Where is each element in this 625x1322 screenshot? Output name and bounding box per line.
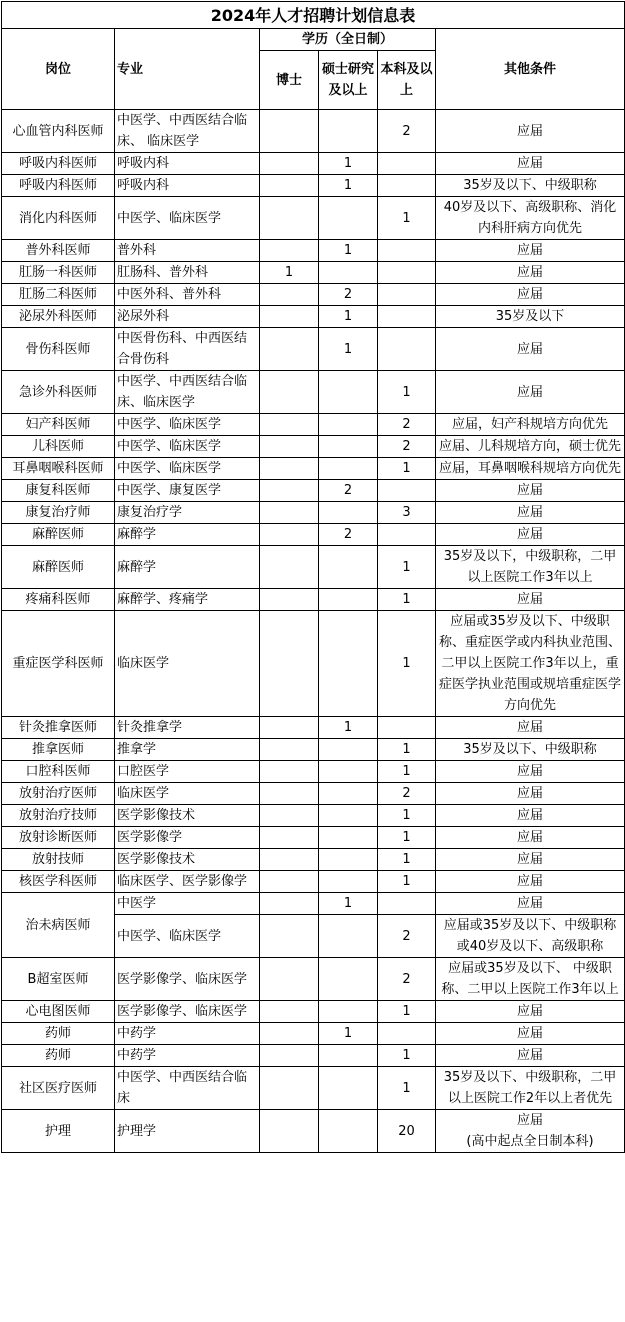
cell-phd: [260, 110, 319, 153]
table-row: [2, 262, 625, 284]
table-row: [2, 284, 625, 306]
cell-phd: [260, 958, 319, 1001]
cell-bachelor: [378, 262, 436, 284]
cell-major: 麻醉学: [115, 546, 260, 589]
table-row: [2, 414, 625, 436]
cell-bachelor: [378, 717, 436, 739]
table-row: [2, 546, 625, 589]
cell-other: 应届: [436, 761, 625, 783]
cell-other: 35岁及以下、中级职称: [436, 739, 625, 761]
cell-master: 1: [319, 717, 378, 739]
cell-position: 肛肠一科医师: [2, 262, 115, 284]
cell-master: [319, 589, 378, 611]
cell-position: 康复治疗师: [2, 502, 115, 524]
cell-position: 社区医疗医师: [2, 1067, 115, 1110]
cell-major: 中医学、临床医学: [115, 414, 260, 436]
cell-phd: [260, 175, 319, 197]
cell-major: 护理学: [115, 1110, 260, 1153]
cell-position: 放射技师: [2, 849, 115, 871]
cell-position: 放射治疗医师: [2, 783, 115, 805]
cell-major: 普外科: [115, 240, 260, 262]
cell-master: [319, 1001, 378, 1023]
table-row: [2, 1067, 625, 1110]
cell-bachelor: 2: [378, 783, 436, 805]
cell-phd: [260, 197, 319, 240]
cell-master: [319, 262, 378, 284]
cell-major: 中医学、临床医学: [115, 458, 260, 480]
cell-bachelor: [378, 893, 436, 915]
cell-position: 重症医学科医师: [2, 611, 115, 717]
cell-major: 临床医学、医学影像学: [115, 871, 260, 893]
cell-position: 耳鼻咽喉科医师: [2, 458, 115, 480]
cell-phd: [260, 849, 319, 871]
cell-phd: [260, 371, 319, 414]
cell-phd: [260, 153, 319, 175]
cell-bachelor: 2: [378, 110, 436, 153]
cell-position: 疼痛科医师: [2, 589, 115, 611]
cell-master: 2: [319, 524, 378, 546]
cell-bachelor: 2: [378, 958, 436, 1001]
table-row: [2, 197, 625, 240]
cell-bachelor: 1: [378, 371, 436, 414]
table-row: [2, 761, 625, 783]
cell-bachelor: 2: [378, 436, 436, 458]
table-row: [2, 502, 625, 524]
cell-bachelor: 20: [378, 1110, 436, 1153]
cell-position: 消化内科医师: [2, 197, 115, 240]
cell-position: 妇产科医师: [2, 414, 115, 436]
cell-phd: [260, 1023, 319, 1045]
cell-phd: [260, 761, 319, 783]
table-row: [2, 1110, 625, 1132]
cell-major: 呼吸内科: [115, 153, 260, 175]
cell-bachelor: 2: [378, 915, 436, 958]
cell-bachelor: 1: [378, 739, 436, 761]
cell-phd: [260, 306, 319, 328]
cell-position: 药师: [2, 1023, 115, 1045]
cell-position: 麻醉医师: [2, 524, 115, 546]
cell-master: [319, 827, 378, 849]
cell-phd: [260, 240, 319, 262]
cell-position: 呼吸内科医师: [2, 153, 115, 175]
cell-master: [319, 805, 378, 827]
cell-position: 呼吸内科医师: [2, 175, 115, 197]
cell-master: 1: [319, 893, 378, 915]
cell-major: 医学影像技术: [115, 805, 260, 827]
cell-other: 应届，妇产科规培方向优先: [436, 414, 625, 436]
cell-master: 1: [319, 306, 378, 328]
cell-master: 1: [319, 240, 378, 262]
cell-other: 应届: [436, 805, 625, 827]
cell-other: 应届: [436, 1045, 625, 1067]
cell-other: 应届或35岁及以下、中级职称或40岁及以下、高级职称: [436, 915, 625, 958]
table-row: [2, 589, 625, 611]
cell-other-note: (高中起点全日制本科): [436, 1131, 625, 1153]
table-row: [2, 306, 625, 328]
cell-major: 中医学、临床医学: [115, 915, 260, 958]
header-major: 专业: [115, 29, 260, 110]
cell-position: 放射诊断医师: [2, 827, 115, 849]
cell-bachelor: 1: [378, 589, 436, 611]
cell-position: 儿科医师: [2, 436, 115, 458]
cell-phd: [260, 871, 319, 893]
cell-major: 中医学、康复医学: [115, 480, 260, 502]
table-row: [2, 783, 625, 805]
cell-other: 应届或35岁及以下、 中级职称、二甲以上医院工作3年以上: [436, 958, 625, 1001]
cell-other: 应届: [436, 1001, 625, 1023]
cell-other: 应届: [436, 480, 625, 502]
table-row: [2, 175, 625, 197]
cell-position: 骨伤科医师: [2, 328, 115, 371]
cell-position: 针灸推拿医师: [2, 717, 115, 739]
cell-major: 口腔医学: [115, 761, 260, 783]
table-row: [2, 328, 625, 371]
cell-position: 泌尿外科医师: [2, 306, 115, 328]
cell-position: 推拿医师: [2, 739, 115, 761]
cell-bachelor: 3: [378, 502, 436, 524]
cell-bachelor: 1: [378, 458, 436, 480]
cell-phd: [260, 783, 319, 805]
cell-other: 35岁及以下、中级职称: [436, 175, 625, 197]
cell-phd: [260, 827, 319, 849]
table-row: [2, 717, 625, 739]
cell-other: 40岁及以下、高级职称、消化内科肝病方向优先: [436, 197, 625, 240]
cell-bachelor: [378, 306, 436, 328]
cell-other: 应届: [436, 262, 625, 284]
cell-phd: [260, 284, 319, 306]
cell-master: [319, 739, 378, 761]
cell-bachelor: 1: [378, 1067, 436, 1110]
table-row: [2, 871, 625, 893]
cell-phd: [260, 436, 319, 458]
cell-bachelor: 1: [378, 827, 436, 849]
cell-master: 2: [319, 284, 378, 306]
table-row: [2, 524, 625, 546]
cell-other: 35岁及以下，中级职称，二甲以上医院工作3年以上: [436, 546, 625, 589]
table-row: [2, 110, 625, 153]
cell-other: 应届或35岁及以下、中级职称、重症医学或内科执业范围、二甲以上医院工作3年以上，重症医学执业范围或规培重症医学方向优先: [436, 611, 625, 717]
header-phd: 博士: [260, 51, 319, 110]
cell-bachelor: 1: [378, 1001, 436, 1023]
cell-bachelor: [378, 284, 436, 306]
cell-position: 麻醉医师: [2, 546, 115, 589]
table-row: [2, 480, 625, 502]
recruitment-table: [1, 1, 625, 1153]
cell-master: 1: [319, 153, 378, 175]
cell-phd: [260, 480, 319, 502]
table-row: [2, 611, 625, 717]
cell-phd: [260, 1001, 319, 1023]
cell-other: 应届: [436, 589, 625, 611]
cell-other: 应届: [436, 240, 625, 262]
cell-major: 中药学: [115, 1045, 260, 1067]
cell-bachelor: [378, 175, 436, 197]
table-row: [2, 371, 625, 414]
cell-master: 1: [319, 175, 378, 197]
cell-other: 35岁及以下、中级职称，二甲以上医院工作2年以上者优先: [436, 1067, 625, 1110]
cell-position: 急诊外科医师: [2, 371, 115, 414]
cell-major: 中医学、临床医学: [115, 197, 260, 240]
cell-other: 应届: [436, 893, 625, 915]
cell-bachelor: 1: [378, 546, 436, 589]
cell-master: [319, 783, 378, 805]
cell-master: 1: [319, 1023, 378, 1045]
cell-other: 应届: [436, 371, 625, 414]
cell-phd: [260, 805, 319, 827]
cell-major: 中医外科、普外科: [115, 284, 260, 306]
cell-other: 应届: [436, 849, 625, 871]
cell-master: [319, 1110, 378, 1153]
cell-major: 肛肠科、普外科: [115, 262, 260, 284]
cell-bachelor: 1: [378, 871, 436, 893]
cell-bachelor: 1: [378, 849, 436, 871]
cell-position: 治未病医师: [2, 893, 115, 958]
table-row: [2, 1001, 625, 1023]
cell-master: [319, 458, 378, 480]
cell-other: 应届、儿科规培方向，硕士优先: [436, 436, 625, 458]
cell-major: 康复治疗学: [115, 502, 260, 524]
cell-major: 麻醉学: [115, 524, 260, 546]
table-row: [2, 436, 625, 458]
cell-major: 中医学、中西医结合临床: [115, 1067, 260, 1110]
cell-phd: [260, 502, 319, 524]
cell-bachelor: [378, 328, 436, 371]
table-row: [2, 958, 625, 1001]
cell-master: [319, 1067, 378, 1110]
cell-major: 中医学、中西医结合临床、 临床医学: [115, 110, 260, 153]
cell-master: [319, 761, 378, 783]
table-row: [2, 1045, 625, 1067]
cell-other: 应届: [436, 871, 625, 893]
cell-bachelor: 1: [378, 1045, 436, 1067]
cell-other: 应届: [436, 717, 625, 739]
cell-other: 应届: [436, 110, 625, 153]
cell-phd: 1: [260, 262, 319, 284]
cell-other: 应届: [436, 827, 625, 849]
table-row: [2, 805, 625, 827]
cell-master: [319, 546, 378, 589]
cell-phd: [260, 611, 319, 717]
cell-phd: [260, 1110, 319, 1153]
cell-master: [319, 958, 378, 1001]
cell-position: 核医学科医师: [2, 871, 115, 893]
cell-master: [319, 611, 378, 717]
cell-other: 应届: [436, 783, 625, 805]
cell-major: 临床医学: [115, 783, 260, 805]
cell-position: 肛肠二科医师: [2, 284, 115, 306]
cell-bachelor: [378, 1023, 436, 1045]
cell-position: B超室医师: [2, 958, 115, 1001]
header-other: 其他条件: [436, 29, 625, 110]
table-row: [2, 1023, 625, 1045]
table-row: [2, 739, 625, 761]
cell-major: 推拿学: [115, 739, 260, 761]
cell-phd: [260, 328, 319, 371]
cell-position: 口腔科医师: [2, 761, 115, 783]
cell-bachelor: [378, 524, 436, 546]
cell-phd: [260, 893, 319, 915]
cell-phd: [260, 414, 319, 436]
cell-major: 呼吸内科: [115, 175, 260, 197]
cell-other: 应届: [436, 1023, 625, 1045]
cell-other: 应届，耳鼻咽喉科规培方向优先: [436, 458, 625, 480]
cell-phd: [260, 739, 319, 761]
table-row: [2, 458, 625, 480]
table-row: [2, 849, 625, 871]
cell-phd: [260, 458, 319, 480]
cell-major: 医学影像学、临床医学: [115, 1001, 260, 1023]
cell-other: 应届: [436, 502, 625, 524]
cell-major: 泌尿外科: [115, 306, 260, 328]
header-position: 岗位: [2, 29, 115, 110]
cell-phd: [260, 524, 319, 546]
cell-phd: [260, 717, 319, 739]
cell-bachelor: [378, 480, 436, 502]
header-education: 学历（全日制）: [260, 29, 436, 51]
table-row: [2, 893, 625, 915]
cell-master: [319, 436, 378, 458]
cell-major: 中医学: [115, 893, 260, 915]
cell-position: 放射治疗技师: [2, 805, 115, 827]
cell-other: 应届: [436, 328, 625, 371]
cell-position: 护理: [2, 1110, 115, 1153]
cell-master: [319, 110, 378, 153]
cell-major: 医学影像学: [115, 827, 260, 849]
cell-bachelor: 1: [378, 805, 436, 827]
cell-other: 应届: [436, 284, 625, 306]
cell-position: 心血管内科医师: [2, 110, 115, 153]
cell-position: 药师: [2, 1045, 115, 1067]
table-row: [2, 827, 625, 849]
cell-phd: [260, 1067, 319, 1110]
cell-major: 临床医学: [115, 611, 260, 717]
cell-master: [319, 414, 378, 436]
cell-major: 中药学: [115, 1023, 260, 1045]
cell-master: 2: [319, 480, 378, 502]
cell-phd: [260, 915, 319, 958]
cell-position: 心电图医师: [2, 1001, 115, 1023]
cell-bachelor: [378, 240, 436, 262]
cell-major: 针灸推拿学: [115, 717, 260, 739]
cell-bachelor: [378, 153, 436, 175]
cell-master: [319, 371, 378, 414]
table-row: [2, 240, 625, 262]
cell-master: [319, 197, 378, 240]
cell-master: [319, 871, 378, 893]
cell-other: 应届: [436, 1110, 625, 1132]
cell-master: [319, 502, 378, 524]
cell-other: 35岁及以下: [436, 306, 625, 328]
cell-major: 中医学、临床医学: [115, 436, 260, 458]
cell-major: 中医学、中西医结合临床、临床医学: [115, 371, 260, 414]
cell-major: 中医骨伤科、中西医结合骨伤科: [115, 328, 260, 371]
cell-other: 应届: [436, 524, 625, 546]
cell-position: 康复科医师: [2, 480, 115, 502]
cell-bachelor: 1: [378, 197, 436, 240]
header-bachelor: 本科及以上: [378, 51, 436, 110]
table-row: [2, 153, 625, 175]
header-master: 硕士研究及以上: [319, 51, 378, 110]
cell-bachelor: 2: [378, 414, 436, 436]
table-title: 2024年人才招聘计划信息表: [2, 2, 625, 29]
cell-phd: [260, 546, 319, 589]
cell-master: [319, 849, 378, 871]
cell-phd: [260, 589, 319, 611]
cell-phd: [260, 1045, 319, 1067]
cell-master: [319, 1045, 378, 1067]
cell-bachelor: 1: [378, 611, 436, 717]
cell-major: 医学影像技术: [115, 849, 260, 871]
cell-major: 医学影像学、临床医学: [115, 958, 260, 1001]
cell-other: 应届: [436, 153, 625, 175]
cell-bachelor: 1: [378, 761, 436, 783]
cell-master: [319, 915, 378, 958]
cell-master: 1: [319, 328, 378, 371]
cell-major: 麻醉学、疼痛学: [115, 589, 260, 611]
cell-position: 普外科医师: [2, 240, 115, 262]
